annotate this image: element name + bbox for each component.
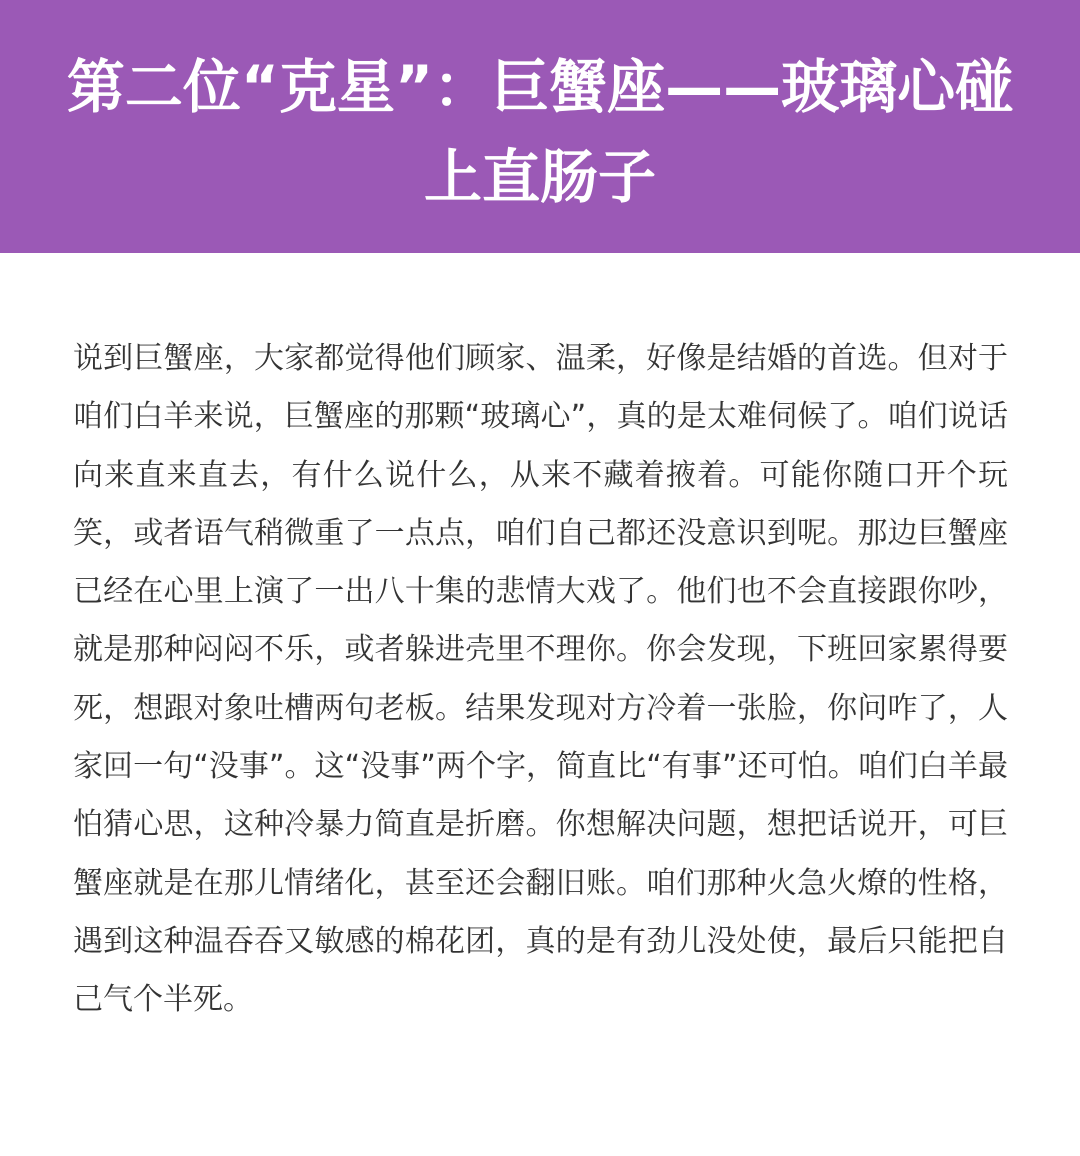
title-banner: [0, 0, 1080, 253]
page-title: 第二位“克星”：巨蟹座——玻璃心碰上直肠子: [66, 53, 1014, 211]
article-paragraph: 说到巨蟹座，大家都觉得他们顾家、温柔，好像是结婚的首选。但对于咱们白羊来说，巨蟹座的那颗“玻璃心”，真的是太难伺候了。咱们说话向来直来直去，有什么说什么，从来不藏着掖着。可能你随口开个玩笑，或者语气稍微重了一点点，咱们自己都还没意识到呢。那边巨蟹座已经在心里上演了一出八十集的悲情大戏了。他们也不会直接跟你吵，就是那种闷闷不乐，或者躲进壳里不理你。你会发现，下班回家累得要死，想跟对象吐槽两句老板。结果发现对方冷着一张脸，你问咋了，人家回一句“没事”。这“没事”两个字，简直比“有事”还可怕。咱们白羊最怕猜心思，这种冷暴力简直是折磨。你想解决问题，想把话说开，可巨蟹座就是在那儿情绪化，甚至还会翻旧账。咱们那种火急火燎的性格，遇到这种温吞吞又敏感的棉花团，真的是有劲儿没处使，最后只能把自己气个半死。: [73, 341, 1008, 1018]
